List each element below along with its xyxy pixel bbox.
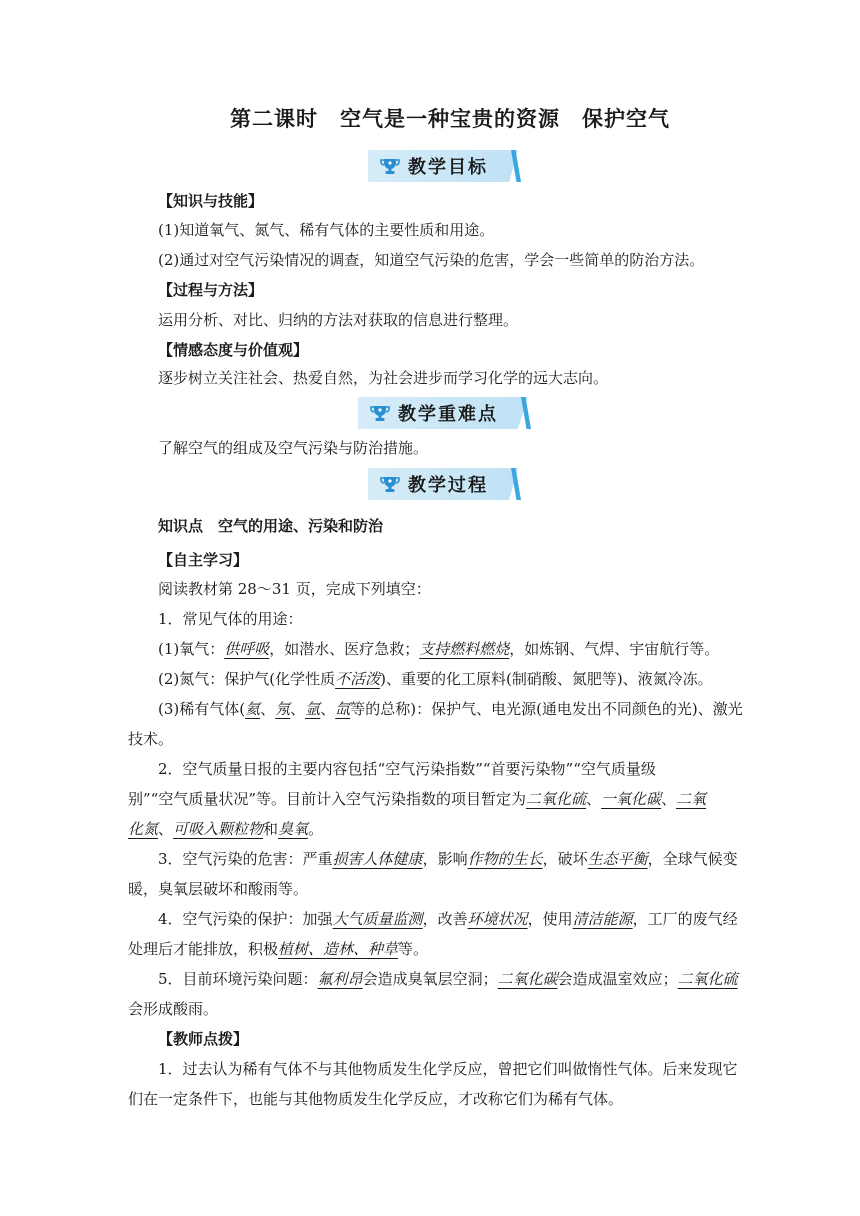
knowledge-point-heading: 知识点 空气的用途、污染和防治 — [158, 517, 384, 535]
trophy-icon — [380, 474, 400, 494]
banner-teaching-goals — [368, 150, 522, 182]
question-3-line-1: 3．空气污染的危害：严重损害人体健康，影响作物的生长，破坏生态平衡，全球气候变 — [158, 850, 738, 868]
answer-blank: 二氧化碳 — [497, 970, 558, 988]
page-title: 第二课时 空气是一种宝贵的资源 保护空气 — [230, 107, 670, 131]
question-5-line-2: 会形成酸雨。 — [128, 1000, 219, 1018]
answer-blank: 作物的生长 — [467, 850, 543, 868]
banner-label: 教学目标 — [408, 157, 488, 178]
trophy-icon — [370, 403, 390, 423]
answer-blank: 大气质量监测 — [332, 910, 423, 928]
goal-text: 运用分析、对比、归纳的方法对获取的信息进行整理。 — [158, 311, 519, 329]
answer-blank: 氙 — [335, 700, 351, 718]
teacher-tip-line-2: 们在一定条件下，也能与其他物质发生化学反应，才改称它们为稀有气体。 — [128, 1090, 624, 1108]
answer-blank: 不活泼 — [335, 670, 381, 688]
key-points-text: 了解空气的组成及空气污染与防治措施。 — [158, 439, 429, 457]
goal-text: (1)知道氧气、氮气、稀有气体的主要性质和用途。 — [158, 221, 495, 239]
banner-label: 教学过程 — [408, 475, 488, 496]
banner-label: 教学重难点 — [398, 404, 498, 425]
answer-blank: 二氧化硫 — [526, 790, 587, 808]
answer-blank: 清洁能源 — [572, 910, 633, 928]
question-3-line-2: 暖，臭氧层破坏和酸雨等。 — [128, 880, 309, 898]
answer-blank: 环境状况 — [467, 910, 528, 928]
answer-blank: 氟利昂 — [317, 970, 363, 988]
goal-text: (2)通过对空气污染情况的调查，知道空气污染的危害，学会一些简单的防治方法。 — [158, 251, 705, 269]
teacher-tips-heading: 【教师点拨】 — [158, 1030, 249, 1048]
self-study-intro: 阅读教材第 28～31 页，完成下列填空： — [158, 580, 431, 598]
rare-gas-line: (3)稀有气体(氦、氖、氩、氙等的总称)：保护气、电光源(通电发出不同颜色的光)、激光 — [158, 700, 743, 718]
banner-key-points — [358, 397, 532, 429]
question-5-line-1: 5．目前环境污染问题：氟利昂会造成臭氧层空洞；二氧化碳会造成温室效应；二氧化硫 — [158, 970, 738, 988]
question-2-line-3: 化氮、可吸入颗粒物和臭氧。 — [128, 820, 324, 838]
trophy-icon — [380, 156, 400, 176]
process-method-heading: 【过程与方法】 — [158, 281, 264, 299]
banner-teaching-process — [368, 468, 522, 500]
rare-gas-line-2: 技术。 — [128, 730, 174, 748]
question-4-line-2: 处理后才能排放，积极植树、造林、种草等。 — [128, 940, 429, 958]
question-2-line-2: 别”“空气质量状况”等。目前计入空气污染指数的项目暂定为二氧化硫、一氧化碳、二氧 — [128, 790, 707, 808]
nitrogen-line: (2)氮气：保护气(化学性质不活泼)、重要的化工原料(制硝酸、氮肥等)、液氮冷冻。 — [158, 670, 713, 688]
teacher-tip-line-1: 1．过去认为稀有气体不与其他物质发生化学反应，曾把它们叫做惰性气体。后来发现它 — [158, 1060, 738, 1078]
answer-blank: 一氧化碳 — [601, 790, 662, 808]
answer-blank: 支持燃料燃烧 — [419, 640, 510, 658]
answer-blank: 氩 — [305, 700, 321, 718]
goal-text: 逐步树立关注社会、热爱自然，为社会进步而学习化学的远大志向。 — [158, 369, 609, 387]
self-study-heading: 【自主学习】 — [158, 551, 249, 569]
answer-blank: 损害人体健康 — [332, 850, 423, 868]
answer-blank: 可吸入颗粒物 — [173, 820, 264, 838]
answer-blank: 生态平衡 — [587, 850, 648, 868]
question-4-line-1: 4．空气污染的保护：加强大气质量监测，改善环境状况，使用清洁能源，工厂的废气经 — [158, 910, 738, 928]
answer-blank: 供呼吸 — [224, 640, 270, 658]
answer-blank: 二氧化硫 — [677, 970, 738, 988]
question-1: 1．常见气体的用途： — [158, 610, 303, 628]
emotion-values-heading: 【情感态度与价值观】 — [158, 341, 309, 359]
answer-blank: 植树、造林、种草 — [278, 940, 399, 958]
question-2-line-1: 2．空气质量日报的主要内容包括“空气污染指数”“首要污染物”“空气质量级 — [158, 760, 656, 778]
knowledge-skills-heading: 【知识与技能】 — [158, 192, 264, 210]
answer-blank: 臭氧 — [278, 820, 309, 838]
answer-blank: 化氮 — [128, 820, 159, 838]
answer-blank: 氖 — [275, 700, 291, 718]
oxygen-line: (1)氧气：供呼吸，如潜水、医疗急救；支持燃料燃烧，如炼钢、气焊、宇宙航行等。 — [158, 640, 720, 658]
answer-blank: 氦 — [245, 700, 261, 718]
answer-blank: 二氧 — [676, 790, 707, 808]
